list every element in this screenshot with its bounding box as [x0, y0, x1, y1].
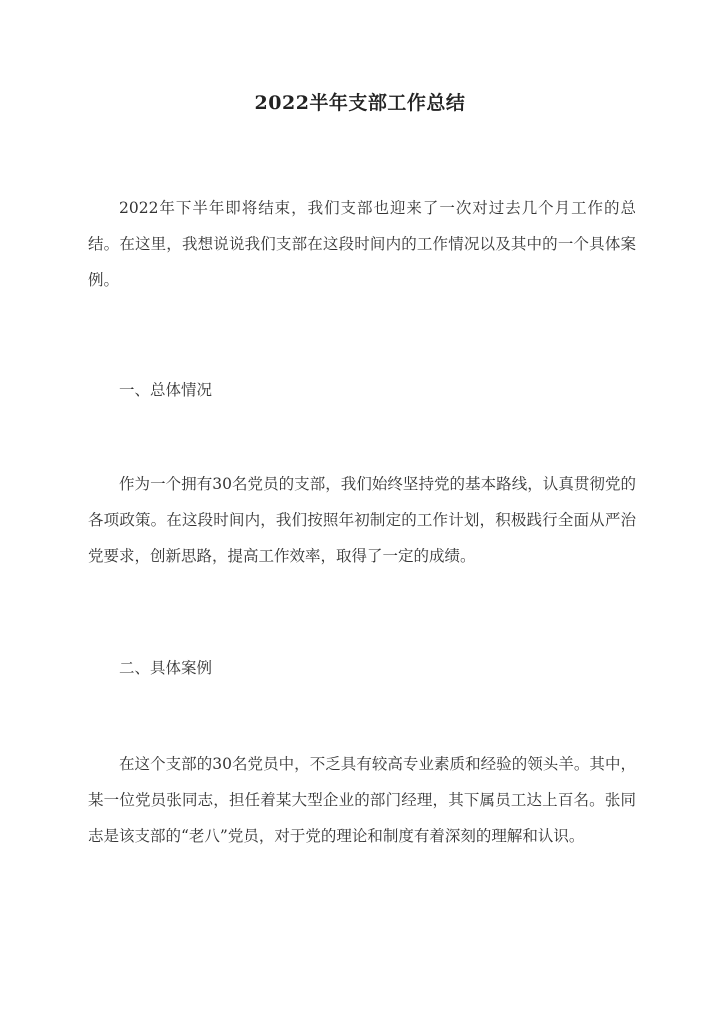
document-title: 2022半年支部工作总结 [254, 92, 466, 114]
section-body-case: 在这个支部的30名党员中，不乏具有较高专业素质和经验的领头羊。其中，某一位党员张同志，担任着某大型企业的部门经理，其下属员工达上百名。张同志是该支部的“老八”党员，对于党的理论和制度有着深刻的理解和认识。 [88, 755, 636, 845]
intro-paragraph: 2022年下半年即将结束，我们支部也迎来了一次对过去几个月工作的总结。在这里，我想说说我们支部在这段时间内的工作情况以及其中的一个具体案例。 [88, 199, 636, 289]
section-heading-case: 二、具体案例 [119, 659, 213, 677]
section-heading-overall: 一、总体情况 [119, 381, 213, 399]
section-body-overall: 作为一个拥有30名党员的支部，我们始终坚持党的基本路线，认真贯彻党的各项政策。在这段时间内，我们按照年初制定的工作计划，积极践行全面从严治党要求，创新思路，提高工作效率，取得了一定的成绩。 [88, 475, 636, 565]
